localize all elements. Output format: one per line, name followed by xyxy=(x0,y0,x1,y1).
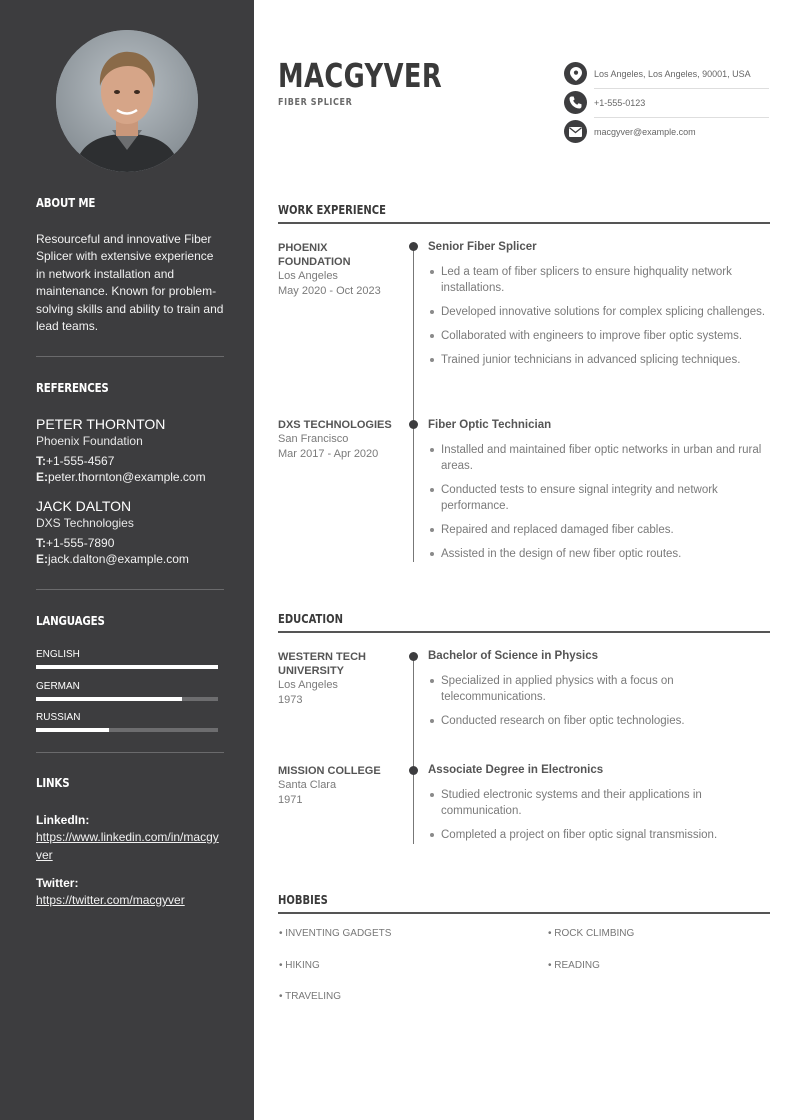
language-level-bar xyxy=(36,728,218,732)
experience-role: Fiber Optic Technician xyxy=(428,419,552,431)
reference-email xyxy=(36,469,236,485)
education-bullet: Completed a project on fiber optic signal transmission. xyxy=(428,827,768,843)
education-entry-details xyxy=(428,763,768,851)
education-degree: Bachelor of Science in Physics xyxy=(428,650,599,662)
experience-dates: Mar 2017 - Apr 2020 xyxy=(278,448,379,460)
reference-phone xyxy=(36,535,236,551)
envelope-icon xyxy=(564,120,587,143)
language-name: GERMAN xyxy=(36,681,80,692)
contact-email-text: macgyver@example.com xyxy=(594,126,696,137)
hobby-item: • HIKING xyxy=(279,960,320,971)
work-experience-title: WORK EXPERIENCE xyxy=(278,202,386,217)
language-name: ENGLISH xyxy=(36,649,80,660)
education-location: Santa Clara xyxy=(278,779,337,791)
experience-bullet: Assisted in the design of new fiber optic routes. xyxy=(428,546,768,562)
timeline-dot xyxy=(409,242,418,251)
language-item xyxy=(36,681,218,701)
references-title: REFERENCES xyxy=(36,380,109,395)
education-entry-details xyxy=(428,649,768,737)
reference-email-value: peter.thornton@example.com xyxy=(48,470,206,484)
education-bullet: Conducted research on fiber optic technologies. xyxy=(428,713,768,729)
experience-dates: May 2020 - Oct 2023 xyxy=(278,285,381,297)
contact-phone xyxy=(564,88,769,117)
experience-bullet: Conducted tests to ensure signal integrity and network performance. xyxy=(428,482,768,514)
contact-phone-text: +1-555-0123 xyxy=(594,97,646,108)
links-title: LINKS xyxy=(36,775,70,790)
education-org: WESTERN TECH UNIVERSITY xyxy=(278,651,366,677)
link-label: LinkedIn: xyxy=(36,813,90,827)
section-rule xyxy=(278,912,770,914)
education-dates: 1973 xyxy=(278,694,303,706)
reference-org: DXS Technologies xyxy=(36,516,134,530)
contact-address xyxy=(564,59,769,88)
link-label: Twitter: xyxy=(36,876,79,890)
reference-phone-value: +1-555-7890 xyxy=(46,536,115,550)
timeline-dot xyxy=(409,652,418,661)
experience-bullet: Repaired and replaced damaged fiber cables. xyxy=(428,522,768,538)
divider xyxy=(36,589,224,590)
phone-icon xyxy=(564,91,587,114)
timeline-line xyxy=(413,246,414,562)
about-text: Resourceful and innovative Fiber Splicer with extensive experience in network installation and maintenance. Known for problem-solving skills and ability to train and lead teams. xyxy=(36,232,224,334)
education-dates: 1971 xyxy=(278,794,303,806)
education-degree: Associate Degree in Electronics xyxy=(428,764,604,776)
language-item xyxy=(36,649,218,669)
education-org: MISSION COLLEGE xyxy=(278,765,381,777)
reference-email-label: E: xyxy=(36,470,48,484)
reference-phone-label: T: xyxy=(36,454,46,468)
contact-email xyxy=(564,117,769,146)
location-pin-icon xyxy=(564,62,587,85)
language-level-bar xyxy=(36,665,218,669)
profile-title: FIBER SPLICER xyxy=(278,97,353,108)
reference-name: PETER THORNTON xyxy=(36,416,166,432)
reference-org: Phoenix Foundation xyxy=(36,434,143,448)
section-rule xyxy=(278,222,770,224)
timeline-line xyxy=(413,656,414,844)
hobby-item: • TRAVELING xyxy=(279,991,342,1002)
reference-phone-value: +1-555-4567 xyxy=(46,454,115,468)
hobby-item: • ROCK CLIMBING xyxy=(548,928,635,939)
reference-email-label: E: xyxy=(36,552,48,566)
education-entry-info xyxy=(278,764,398,808)
experience-org: PHOENIX FOUNDATION xyxy=(278,242,351,268)
hobbies-title: HOBBIES xyxy=(278,892,328,907)
experience-entry-info xyxy=(278,241,398,299)
education-title: EDUCATION xyxy=(278,611,343,626)
timeline-dot xyxy=(409,766,418,775)
hobby-item: • READING xyxy=(548,960,600,971)
language-level-fill xyxy=(36,728,109,732)
education-bullet: Specialized in applied physics with a focus on telecommunications. xyxy=(428,673,768,705)
reference-phone-label: T: xyxy=(36,536,46,550)
divider xyxy=(36,752,224,753)
language-level-fill xyxy=(36,665,218,669)
experience-entry-info xyxy=(278,418,398,462)
divider xyxy=(36,356,224,357)
profile-photo xyxy=(56,30,198,172)
education-location: Los Angeles xyxy=(278,679,338,691)
experience-bullet: Collaborated with engineers to improve fiber optic systems. xyxy=(428,328,768,344)
language-item xyxy=(36,712,218,732)
experience-location: San Francisco xyxy=(278,433,349,445)
experience-entry-details xyxy=(428,240,768,376)
languages-title: LANGUAGES xyxy=(36,613,105,628)
reference-email xyxy=(36,551,236,567)
language-level-fill xyxy=(36,697,182,701)
reference-phone xyxy=(36,453,236,469)
timeline-dot xyxy=(409,420,418,429)
hobby-item: • INVENTING GADGETS xyxy=(279,928,392,939)
language-level-bar xyxy=(36,697,218,701)
linkedin-link[interactable]: https://www.linkedin.com/in/macgyver xyxy=(36,830,219,862)
sidebar xyxy=(0,0,254,1120)
reference-email-value: jack.dalton@example.com xyxy=(48,552,189,566)
link-item xyxy=(36,812,224,864)
experience-role: Senior Fiber Splicer xyxy=(428,241,537,253)
experience-bullet: Developed innovative solutions for complex splicing challenges. xyxy=(428,304,768,320)
experience-bullet: Led a team of fiber splicers to ensure highquality network installations. xyxy=(428,264,768,296)
link-item xyxy=(36,875,224,909)
reference-name: JACK DALTON xyxy=(36,498,132,514)
education-bullet: Studied electronic systems and their applications in communication. xyxy=(428,787,768,819)
reference-item xyxy=(36,415,236,485)
language-name: RUSSIAN xyxy=(36,712,81,723)
experience-entry-details xyxy=(428,418,768,570)
section-rule xyxy=(278,631,770,633)
contact-address-text: Los Angeles, Los Angeles, 90001, USA xyxy=(594,68,751,79)
experience-bullet: Installed and maintained fiber optic networks in urban and rural areas. xyxy=(428,442,768,474)
experience-bullet: Trained junior technicians in advanced splicing techniques. xyxy=(428,352,768,368)
twitter-link[interactable]: https://twitter.com/macgyver xyxy=(36,893,185,907)
experience-org: DXS TECHNOLOGIES xyxy=(278,419,392,431)
education-entry-info xyxy=(278,650,398,708)
profile-name: MACGYVER xyxy=(278,56,443,95)
reference-item xyxy=(36,497,236,567)
about-title: ABOUT ME xyxy=(36,195,96,210)
experience-location: Los Angeles xyxy=(278,270,338,282)
